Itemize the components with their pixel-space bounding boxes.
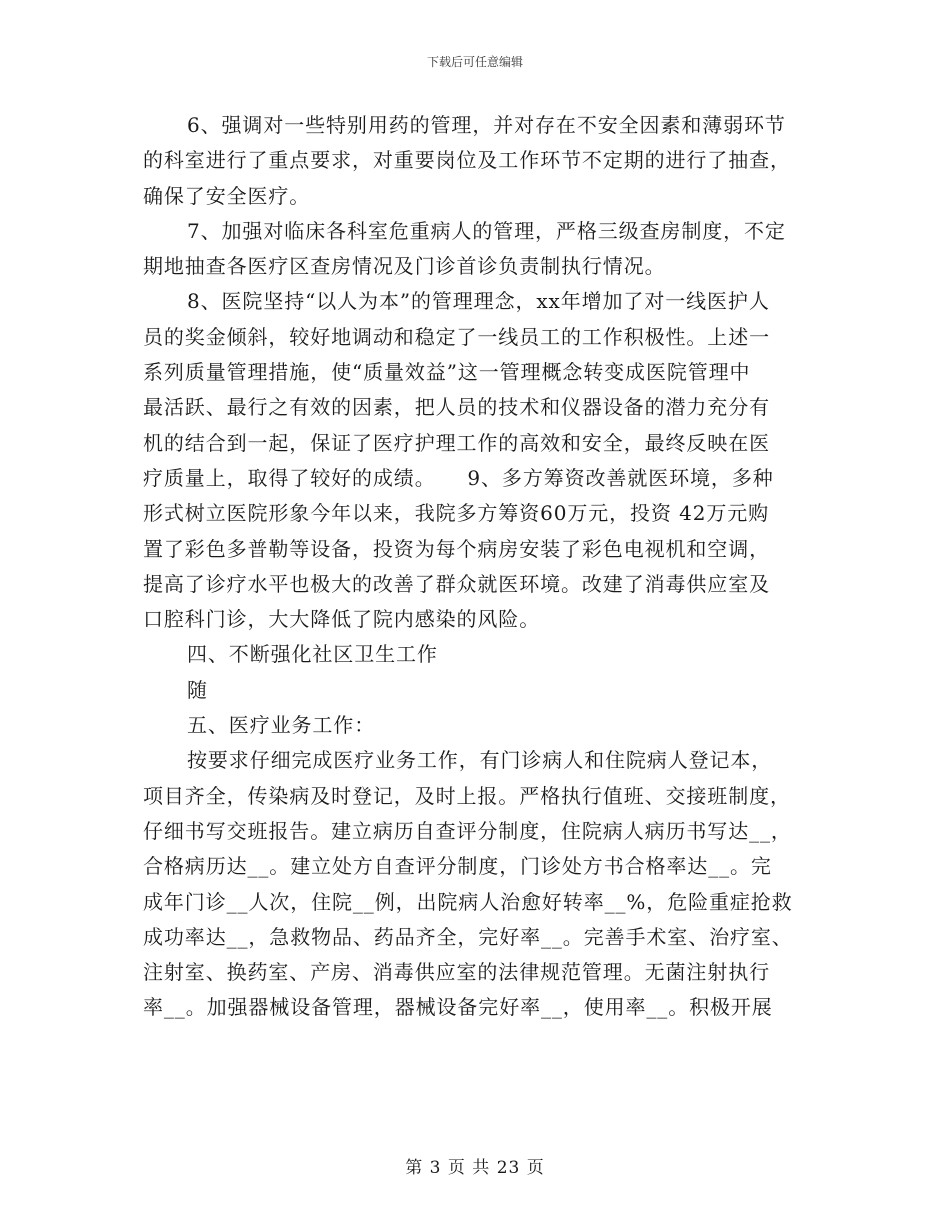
paragraph-line: 率__。加强器械设备管理，器械设备完好率__，使用率__。积极开展	[143, 995, 773, 1020]
paragraph-line: 置了彩色多普勒等设备，投资为每个病房安装了彩色电视机和空调，	[143, 536, 770, 561]
paragraph-line: 疗质量上，取得了较好的成绩。 9、多方筹资改善就医环境，多种	[143, 465, 774, 490]
paragraph-line: 的科室进行了重点要求，对重要岗位及工作环节不定期的进行了抽查，	[143, 148, 791, 173]
section-heading: 五、医疗业务工作：	[187, 713, 376, 738]
paragraph-line: 成功率达__，急救物品、药品齐全，完好率__。完善手术室、治疗室、	[143, 924, 793, 949]
paragraph-line: 期地抽查各医疗区查房情况及门诊首诊负责制执行情况。	[143, 254, 666, 279]
page-header: 下载后可任意编辑	[426, 55, 523, 69]
paragraph-line: 确保了安全医疗。	[143, 183, 311, 208]
paragraph-line: 随	[187, 677, 208, 702]
paragraph-line: 7、加强对临床各科室危重病人的管理，严格三级查房制度，不定	[187, 218, 786, 243]
paragraph-line: 提高了诊疗水平也极大的改善了群众就医环境。改建了消毒供应室及	[143, 571, 770, 596]
paragraph-line: 最活跃、最行之有效的因素，把人员的技术和仪器设备的潜力充分有	[143, 395, 770, 420]
paragraph-line: 8、医院坚持“以人为本”的管理理念，xx年增加了对一线医护人	[187, 289, 770, 314]
paragraph-line: 6、强调对一些特别用药的管理，并对存在不安全因素和薄弱环节	[187, 113, 786, 137]
paragraph-line: 机的结合到一起，保证了医疗护理工作的高效和安全，最终反映在医	[143, 430, 770, 455]
document-body	[143, 108, 823, 1026]
paragraph-line: 员的奖金倾斜，较好地调动和稳定了一线员工的工作积极性。上述一	[143, 324, 770, 349]
paragraph-line: 仔细书写交班报告。建立病历自查评分制度，住院病人病历书写达__，	[143, 818, 792, 843]
paragraph-line: 合格病历达__。建立处方自查评分制度，门诊处方书合格率达__。完	[143, 854, 772, 879]
paragraph-line: 注射室、换药室、产房、消毒供应室的法律规范管理。无菌注射执行	[143, 960, 770, 985]
paragraph-line: 系列质量管理措施，使“质量效益”这一管理概念转变成医院管理中	[143, 360, 751, 385]
paragraph-line: 成年门诊__人次，住院__例，出院病人治愈好转率__%，危险重症抢救	[143, 889, 793, 914]
page-number-footer: 第 3 页 共 23 页	[405, 1158, 545, 1178]
paragraph-line: 口腔科门诊，大大降低了院内感染的风险。	[143, 607, 541, 632]
section-heading: 四、不断强化社区卫生工作	[187, 642, 438, 667]
paragraph-line: 项目齐全，传染病及时登记，及时上报。严格执行值班、交接班制度，	[143, 783, 791, 808]
paragraph-line: 形式树立医院形象今年以来，我院多方筹资60万元，投资 42万元购	[143, 501, 770, 526]
paragraph-line: 按要求仔细完成医疗业务工作，有门诊病人和住院病人登记本，	[187, 748, 773, 773]
